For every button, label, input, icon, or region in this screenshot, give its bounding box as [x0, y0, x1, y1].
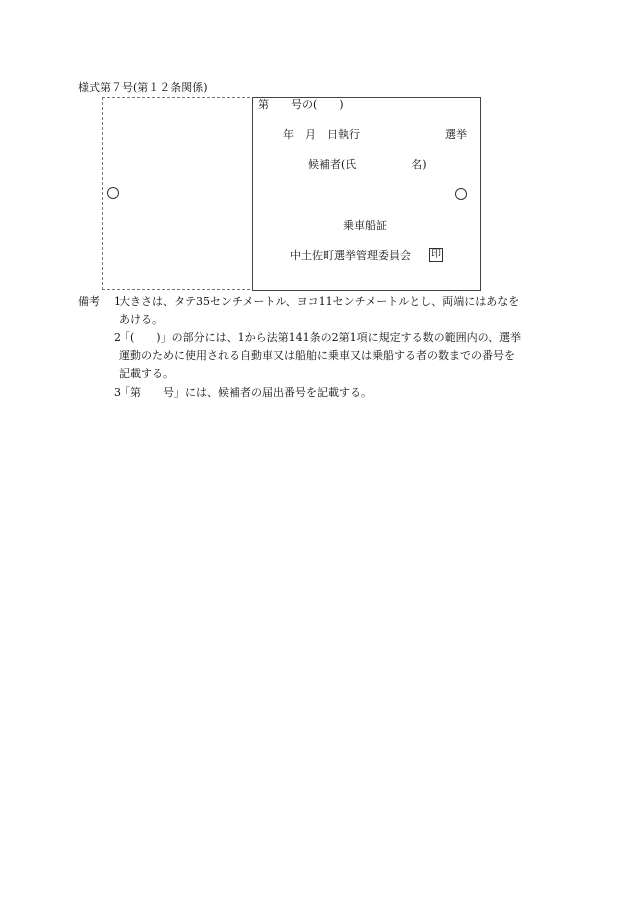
note-number: 1 — [114, 295, 121, 308]
note-number: 3 — [114, 386, 121, 399]
note-text: 「第 号」には、候補者の届出番号を記載する。 — [119, 386, 372, 399]
certificate-title: 乗車船証 — [343, 219, 387, 232]
form-title: 様式第７号(第１２条関係) — [78, 81, 208, 94]
certificate-number-line: 第 号の( ) — [258, 98, 344, 111]
punch-hole-left-icon — [107, 187, 119, 199]
election-date-line: 年 月 日執行 — [283, 128, 360, 141]
punch-hole-right-icon — [455, 188, 467, 200]
notes-label: 備考 — [78, 295, 100, 308]
note-text: 大きさは、タテ35センチメートル、ヨコ11センチメートルとし、両端にはあなを あける。 — [119, 295, 520, 326]
candidate-name-line: 候補者(氏 名) — [308, 158, 427, 171]
issuer-name: 中土佐町選挙管理委員会 — [290, 249, 411, 262]
note-text: 「( )」の部分には、1から法第141条の2第1項に規定する数の範囲内の、選挙 運動のために使用される自動車又は船舶に乗車又は乗船する者の数までの番号を 記載する。 — [119, 331, 522, 380]
note-number: 2 — [114, 331, 121, 344]
election-label: 選挙 — [445, 128, 467, 141]
seal-mark: 印 — [431, 249, 441, 260]
